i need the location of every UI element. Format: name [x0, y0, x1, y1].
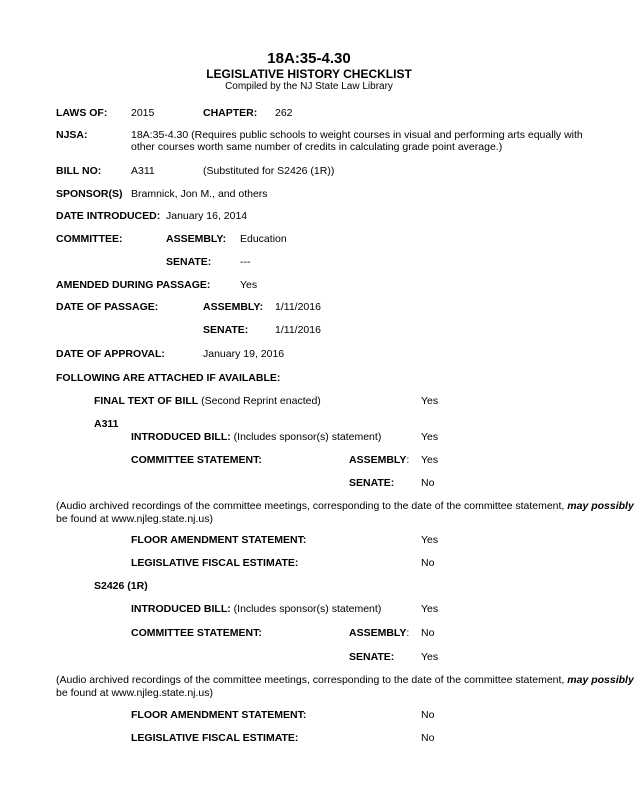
- a311-audio-note-line2: be found at www.njleg.state.nj.us): [56, 513, 214, 525]
- a311-introduced-note: (Includes sponsor(s) statement): [233, 431, 382, 443]
- document-subtitle: LEGISLATIVE HISTORY CHECKLIST: [206, 67, 412, 81]
- bill-no-value: A311: [131, 165, 155, 177]
- final-text-label: FINAL TEXT OF BILL: [94, 395, 199, 407]
- committee-senate-label: SENATE:: [166, 256, 212, 268]
- s2426-senate-value: Yes: [421, 651, 439, 663]
- s2426-senate-label: SENATE:: [349, 651, 395, 663]
- passage-senate-value: 1/11/2016: [275, 324, 321, 336]
- document-title: 18A:35-4.30: [267, 50, 351, 67]
- s2426-introduced-row: [131, 603, 381, 615]
- s2426-introduced-value: Yes: [421, 603, 439, 615]
- s2426-audio-text: (Audio archived recordings of the committee meetings, corresponding to the date of the committee statement,: [56, 674, 565, 686]
- s2426-heading: S2426 (1R): [94, 580, 148, 592]
- s2426-audio-note-line2: be found at www.njleg.state.nj.us): [56, 687, 214, 699]
- committee-assembly-value: Education: [240, 233, 287, 245]
- final-text-row: [94, 395, 321, 407]
- a311-floor-label: FLOOR AMENDMENT STATEMENT:: [131, 534, 307, 546]
- date-introduced-value: January 16, 2014: [166, 210, 248, 222]
- committee-senate-value: ---: [240, 256, 251, 268]
- a311-senate-value: No: [421, 477, 435, 489]
- committee-label: COMMITTEE:: [56, 233, 123, 245]
- s2426-floor-label: FLOOR AMENDMENT STATEMENT:: [131, 709, 307, 721]
- s2426-committee-label: COMMITTEE STATEMENT:: [131, 627, 262, 639]
- laws-of-value: 2015: [131, 107, 155, 119]
- a311-introduced-value: Yes: [421, 431, 439, 443]
- a311-assembly-label: ASSEMBLY: [349, 454, 407, 466]
- s2426-introduced-label: INTRODUCED BILL:: [131, 603, 231, 615]
- chapter-value: 262: [275, 107, 293, 119]
- date-introduced-label: DATE INTRODUCED:: [56, 210, 161, 222]
- date-of-passage-label: DATE OF PASSAGE:: [56, 301, 159, 313]
- s2426-fiscal-value: No: [421, 732, 435, 744]
- s2426-assembly-label: ASSEMBLY: [349, 627, 407, 639]
- a311-assembly-row: ASSEMBLY:: [349, 454, 410, 466]
- amended-value: Yes: [240, 279, 258, 291]
- a311-assembly-value: Yes: [421, 454, 439, 466]
- s2426-assembly-row: ASSEMBLY:: [349, 627, 410, 639]
- s2426-audio-emphasis: may possibly: [567, 674, 634, 686]
- date-of-approval-label: DATE OF APPROVAL:: [56, 348, 165, 360]
- a311-audio-note-line1: [56, 500, 634, 512]
- a311-introduced-label: INTRODUCED BILL:: [131, 431, 231, 443]
- passage-senate-label: SENATE:: [203, 324, 249, 336]
- chapter-label: CHAPTER:: [203, 107, 258, 119]
- s2426-audio-note-line1: [56, 674, 634, 686]
- a311-introduced-row: [131, 431, 381, 443]
- amended-label: AMENDED DURING PASSAGE:: [56, 279, 211, 291]
- s2426-introduced-note: (Includes sponsor(s) statement): [233, 603, 382, 615]
- s2426-assembly-value: No: [421, 627, 435, 639]
- bill-no-note: (Substituted for S2426 (1R)): [203, 165, 335, 177]
- a311-floor-value: Yes: [421, 534, 439, 546]
- final-text-value: Yes: [421, 395, 439, 407]
- attached-heading: FOLLOWING ARE ATTACHED IF AVAILABLE:: [56, 372, 281, 384]
- passage-assembly-value: 1/11/2016: [275, 301, 321, 313]
- njsa-value: 18A:35-4.30 (Requires public schools to weight courses in visual and performing arts equally with other courses worth same number of credits in calculating grade point average.): [131, 129, 583, 154]
- a311-audio-emphasis: may possibly: [567, 500, 634, 512]
- laws-of-label: LAWS OF:: [56, 107, 108, 119]
- compiled-by: Compiled by the NJ State Law Library: [225, 81, 393, 92]
- sponsors-label: SPONSOR(S): [56, 188, 123, 200]
- s2426-fiscal-label: LEGISLATIVE FISCAL ESTIMATE:: [131, 732, 299, 744]
- passage-assembly-label: ASSEMBLY:: [203, 301, 264, 313]
- njsa-label: NJSA:: [56, 129, 88, 141]
- s2426-floor-value: No: [421, 709, 435, 721]
- a311-fiscal-value: No: [421, 557, 435, 569]
- a311-heading: A311: [94, 418, 119, 430]
- bill-no-label: BILL NO:: [56, 165, 102, 177]
- sponsors-value: Bramnick, Jon M., and others: [131, 188, 268, 200]
- committee-assembly-label: ASSEMBLY:: [166, 233, 227, 245]
- a311-audio-text: (Audio archived recordings of the committee meetings, corresponding to the date of the committee statement,: [56, 500, 565, 512]
- a311-committee-label: COMMITTEE STATEMENT:: [131, 454, 262, 466]
- a311-senate-label: SENATE:: [349, 477, 395, 489]
- a311-fiscal-label: LEGISLATIVE FISCAL ESTIMATE:: [131, 557, 299, 569]
- date-of-approval-value: January 19, 2016: [203, 348, 285, 360]
- final-text-note: (Second Reprint enacted): [201, 395, 321, 407]
